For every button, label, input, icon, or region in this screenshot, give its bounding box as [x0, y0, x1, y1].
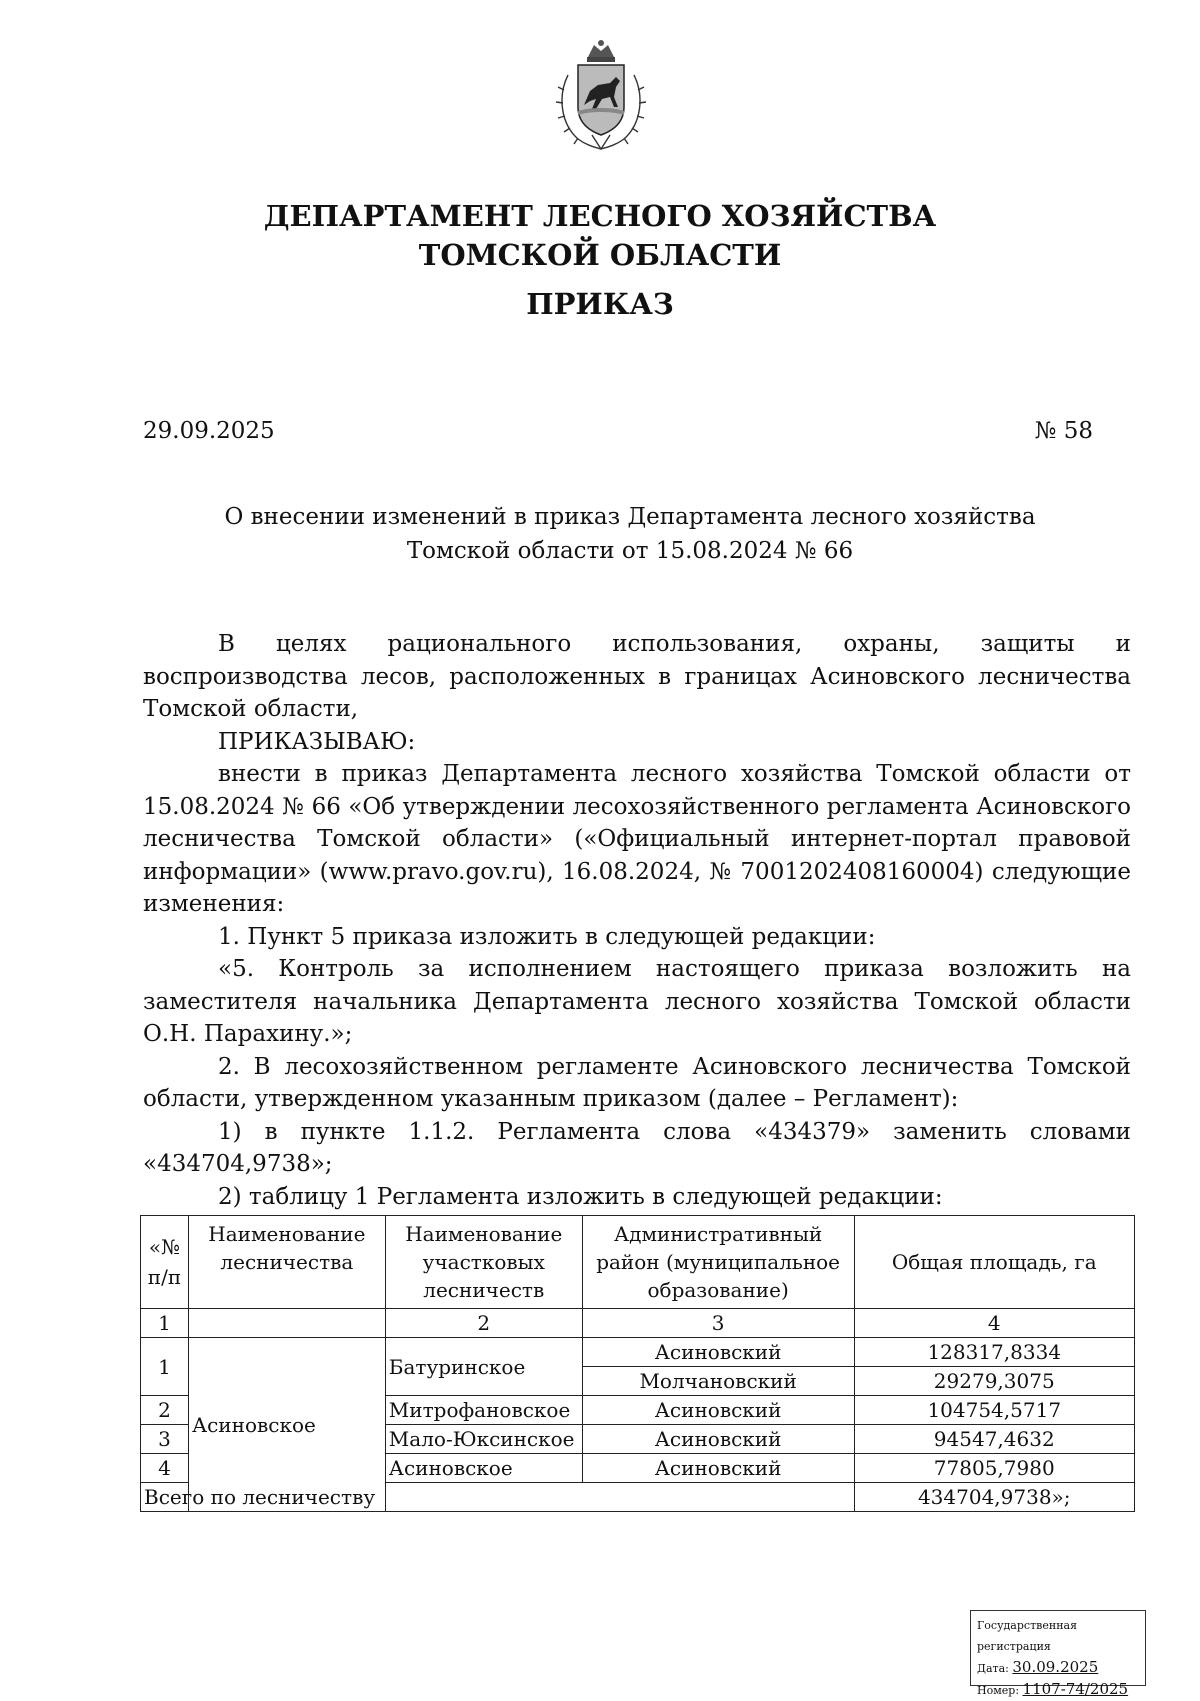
col-number: 1	[141, 1309, 189, 1338]
order-number: № 58	[1034, 418, 1093, 444]
admin-district-cell: Молчановский	[582, 1367, 854, 1396]
stamp-date-label: Дата:	[977, 1662, 1009, 1675]
admin-district-cell: Асиновский	[582, 1454, 854, 1483]
district-forestry-cell: Батуринское	[385, 1338, 582, 1396]
col-number-empty	[188, 1309, 385, 1338]
order-directive: ПРИКАЗЫВАЮ:	[218, 728, 416, 755]
header-district-forestry: Наименование участковых лесничеств	[385, 1216, 582, 1309]
forestry-areas-table	[140, 1215, 1135, 1512]
area-cell: 128317,8334	[854, 1338, 1135, 1367]
stamp-number-label: Номер:	[977, 1684, 1020, 1697]
order-body	[143, 628, 1131, 1213]
area-cell: 77805,7980	[854, 1454, 1135, 1483]
stamp-number-value: 1107-74/2025	[1022, 1680, 1129, 1698]
admin-district-cell: Асиновский	[582, 1396, 854, 1425]
header-forestry: Наименование лесничества	[188, 1216, 385, 1309]
coat-of-arms-emblem	[554, 35, 648, 153]
area-cell: 29279,3075	[854, 1367, 1135, 1396]
stamp-title: Государственная регистрация	[977, 1619, 1078, 1653]
order-subject: О внесении изменений в приказ Департамента лесного хозяйства Томской области от 15.08.2024 № 66	[224, 504, 1036, 564]
col-number: 2	[385, 1309, 582, 1338]
order-date: 29.09.2025	[143, 418, 275, 444]
table-total-row	[141, 1483, 1135, 1512]
admin-district-cell: Асиновский	[582, 1338, 854, 1367]
column-number-row	[141, 1309, 1135, 1338]
header-total-area: Общая площадь, га	[854, 1216, 1135, 1309]
table-header-row	[141, 1216, 1135, 1309]
row-num: 4	[141, 1454, 189, 1483]
doc-type-title: ПРИКАЗ	[526, 287, 674, 321]
item-1-text-paragraph: «5. Контроль за исполнением настоящего приказа возложить на заместителя начальника Департамента лесного хозяйства Томской области О.Н. Парахину.»;	[143, 956, 1131, 1047]
item-2-1-paragraph: 1) в пункте 1.1.2. Регламента слова «434379» заменить словами «434704,9738»;	[143, 1118, 1131, 1177]
amendment-intro-paragraph: внести в приказ Департамента лесного хозяйства Томской области от 15.08.2024 № 66 «Об утверждении лесохозяйственного регламента Асиновского лесничества Томской области» («Официальный интернет-портал правовой информации» (www.pravo.gov.ru), 16.08.2024, № 7001202408160004) следующие изменения:	[143, 761, 1131, 917]
registration-stamp	[970, 1610, 1146, 1698]
item-2-2-paragraph: 2) таблицу 1 Регламента изложить в следующей редакции:	[218, 1183, 943, 1210]
stamp-date-value: 30.09.2025	[1012, 1658, 1099, 1676]
row-num: 3	[141, 1425, 189, 1454]
preamble-paragraph: В целях рационального использования, охраны, защиты и воспроизводства лесов, расположенных в границах Асиновского лесничества Томской области,	[143, 631, 1131, 722]
total-label: Всего по лесничеству	[141, 1483, 855, 1512]
table-row	[141, 1338, 1135, 1367]
total-value: 434704,9738»;	[854, 1483, 1135, 1512]
district-forestry-cell: Асиновское	[385, 1454, 582, 1483]
row-num: 1	[141, 1338, 189, 1396]
org-title-line2: ТОМСКОЙ ОБЛАСТИ	[418, 238, 782, 272]
forestry-name-cell: Асиновское	[188, 1338, 385, 1512]
row-num: 2	[141, 1396, 189, 1425]
area-cell: 104754,5717	[854, 1396, 1135, 1425]
district-forestry-cell: Митрофановское	[385, 1396, 582, 1425]
col-number: 3	[582, 1309, 854, 1338]
header-admin-district: Административный район (муниципальное образование)	[582, 1216, 854, 1309]
item-2-paragraph: 2. В лесохозяйственном регламенте Асиновского лесничества Томской области, утвержденном указанным приказом (далее – Регламент):	[143, 1053, 1131, 1112]
col-number: 4	[854, 1309, 1135, 1338]
district-forestry-cell: Мало-Юксинское	[385, 1425, 582, 1454]
admin-district-cell: Асиновский	[582, 1425, 854, 1454]
area-cell: 94547,4632	[854, 1425, 1135, 1454]
header-num: «№ п/п	[141, 1216, 189, 1309]
org-title-line1: ДЕПАРТАМЕНТ ЛЕСНОГО ХОЗЯЙСТВА	[263, 199, 937, 233]
item-1-paragraph: 1. Пункт 5 приказа изложить в следующей редакции:	[218, 923, 876, 950]
